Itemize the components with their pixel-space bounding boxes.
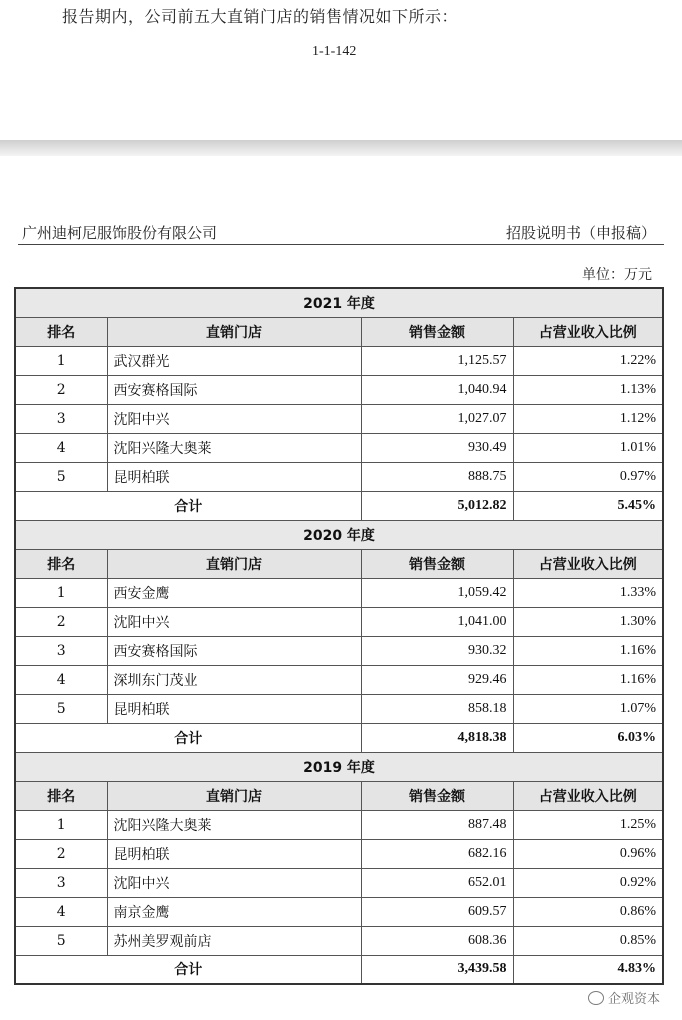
year-label: 2021 年度 — [15, 288, 663, 317]
table-row — [15, 694, 663, 723]
rank-cell: 2 — [15, 839, 107, 868]
table-row — [15, 346, 663, 375]
year-label: 2020 年度 — [15, 520, 663, 549]
total-label: 合计 — [15, 955, 361, 984]
column-header-row — [15, 317, 663, 346]
rank-cell: 2 — [15, 607, 107, 636]
table-row — [15, 839, 663, 868]
sales-cell: 929.46 — [361, 665, 513, 694]
sales-cell: 887.48 — [361, 810, 513, 839]
table-row — [15, 810, 663, 839]
rank-cell: 3 — [15, 636, 107, 665]
store-cell: 沈阳中兴 — [107, 404, 361, 433]
ratio-header: 占营业收入比例 — [513, 317, 663, 346]
store-header: 直销门店 — [107, 549, 361, 578]
table-row — [15, 433, 663, 462]
rank-cell: 4 — [15, 433, 107, 462]
total-label: 合计 — [15, 723, 361, 752]
sales-cell: 608.36 — [361, 926, 513, 955]
ratio-cell: 1.13% — [513, 375, 663, 404]
store-sales-table — [14, 287, 664, 985]
sales-cell: 1,059.42 — [361, 578, 513, 607]
ratio-cell: 0.92% — [513, 868, 663, 897]
year-header-row — [15, 520, 663, 549]
store-cell: 西安赛格国际 — [107, 375, 361, 404]
store-cell: 深圳东门茂业 — [107, 665, 361, 694]
rank-cell: 4 — [15, 665, 107, 694]
rank-cell: 4 — [15, 897, 107, 926]
store-cell: 昆明柏联 — [107, 839, 361, 868]
ratio-cell: 1.01% — [513, 433, 663, 462]
company-name: 广州迪柯尼服饰股份有限公司 — [22, 224, 218, 242]
sales-cell: 1,027.07 — [361, 404, 513, 433]
total-ratio-cell: 5.45% — [513, 491, 663, 520]
store-cell: 沈阳兴隆大奥莱 — [107, 433, 361, 462]
year-label: 2019 年度 — [15, 752, 663, 781]
store-cell: 西安赛格国际 — [107, 636, 361, 665]
table-row — [15, 636, 663, 665]
ratio-cell: 1.25% — [513, 810, 663, 839]
total-sales-cell: 5,012.82 — [361, 491, 513, 520]
ratio-cell: 1.16% — [513, 665, 663, 694]
sales-header: 销售金额 — [361, 317, 513, 346]
store-sales-table-body — [15, 288, 663, 984]
total-label: 合计 — [15, 491, 361, 520]
table-row — [15, 607, 663, 636]
store-cell: 苏州美罗观前店 — [107, 926, 361, 955]
table-row — [15, 868, 663, 897]
rank-cell: 3 — [15, 404, 107, 433]
page-separator — [0, 140, 682, 156]
rank-cell: 1 — [15, 578, 107, 607]
store-cell: 西安金鹰 — [107, 578, 361, 607]
rank-cell: 3 — [15, 868, 107, 897]
ratio-cell: 0.96% — [513, 839, 663, 868]
ratio-cell: 0.97% — [513, 462, 663, 491]
table-row — [15, 404, 663, 433]
store-cell: 沈阳中兴 — [107, 607, 361, 636]
ratio-cell: 0.85% — [513, 926, 663, 955]
rank-header: 排名 — [15, 781, 107, 810]
rank-cell: 5 — [15, 694, 107, 723]
store-header: 直销门店 — [107, 781, 361, 810]
total-ratio-cell: 6.03% — [513, 723, 663, 752]
ratio-cell: 1.07% — [513, 694, 663, 723]
sales-cell: 888.75 — [361, 462, 513, 491]
rank-header: 排名 — [15, 549, 107, 578]
store-cell: 昆明柏联 — [107, 694, 361, 723]
ratio-cell: 1.12% — [513, 404, 663, 433]
store-cell: 武汉群光 — [107, 346, 361, 375]
store-header: 直销门店 — [107, 317, 361, 346]
table-row — [15, 926, 663, 955]
sales-cell: 1,041.00 — [361, 607, 513, 636]
header-divider — [18, 244, 664, 245]
store-cell: 昆明柏联 — [107, 462, 361, 491]
rank-header: 排名 — [15, 317, 107, 346]
ratio-cell: 1.22% — [513, 346, 663, 375]
ratio-cell: 1.33% — [513, 578, 663, 607]
store-cell: 沈阳中兴 — [107, 868, 361, 897]
sales-cell: 858.18 — [361, 694, 513, 723]
sales-cell: 930.49 — [361, 433, 513, 462]
total-row — [15, 491, 663, 520]
total-row — [15, 723, 663, 752]
total-sales-cell: 3,439.58 — [361, 955, 513, 984]
page-number: 1-1-142 — [312, 44, 357, 59]
table-row — [15, 578, 663, 607]
year-header-row — [15, 288, 663, 317]
table-row — [15, 897, 663, 926]
ratio-header: 占营业收入比例 — [513, 549, 663, 578]
intro-sentence: 报告期内，公司前五大直销门店的销售情况如下所示： — [62, 7, 459, 26]
document-title: 招股说明书（申报稿） — [505, 224, 656, 242]
column-header-row — [15, 549, 663, 578]
ratio-cell: 1.30% — [513, 607, 663, 636]
sales-cell: 652.01 — [361, 868, 513, 897]
sales-cell: 1,040.94 — [361, 375, 513, 404]
watermark — [588, 988, 660, 1007]
sales-cell: 609.57 — [361, 897, 513, 926]
total-sales-cell: 4,818.38 — [361, 723, 513, 752]
rank-cell: 5 — [15, 926, 107, 955]
rank-cell: 2 — [15, 375, 107, 404]
sales-header: 销售金额 — [361, 549, 513, 578]
ratio-cell: 0.86% — [513, 897, 663, 926]
store-cell: 沈阳兴隆大奥莱 — [107, 810, 361, 839]
table-row — [15, 462, 663, 491]
sales-header: 销售金额 — [361, 781, 513, 810]
ratio-cell: 1.16% — [513, 636, 663, 665]
sales-cell: 682.16 — [361, 839, 513, 868]
rank-cell: 5 — [15, 462, 107, 491]
total-row — [15, 955, 663, 984]
rank-cell: 1 — [15, 810, 107, 839]
rank-cell: 1 — [15, 346, 107, 375]
unit-label: 单位：万元 — [582, 267, 652, 283]
sales-cell: 930.32 — [361, 636, 513, 665]
ratio-header: 占营业收入比例 — [513, 781, 663, 810]
year-header-row — [15, 752, 663, 781]
watermark-text: 企观资本 — [607, 992, 660, 1007]
sales-cell: 1,125.57 — [361, 346, 513, 375]
column-header-row — [15, 781, 663, 810]
wechat-icon — [588, 991, 604, 1005]
table-row — [15, 375, 663, 404]
store-cell: 南京金鹰 — [107, 897, 361, 926]
table-row — [15, 665, 663, 694]
total-ratio-cell: 4.83% — [513, 955, 663, 984]
